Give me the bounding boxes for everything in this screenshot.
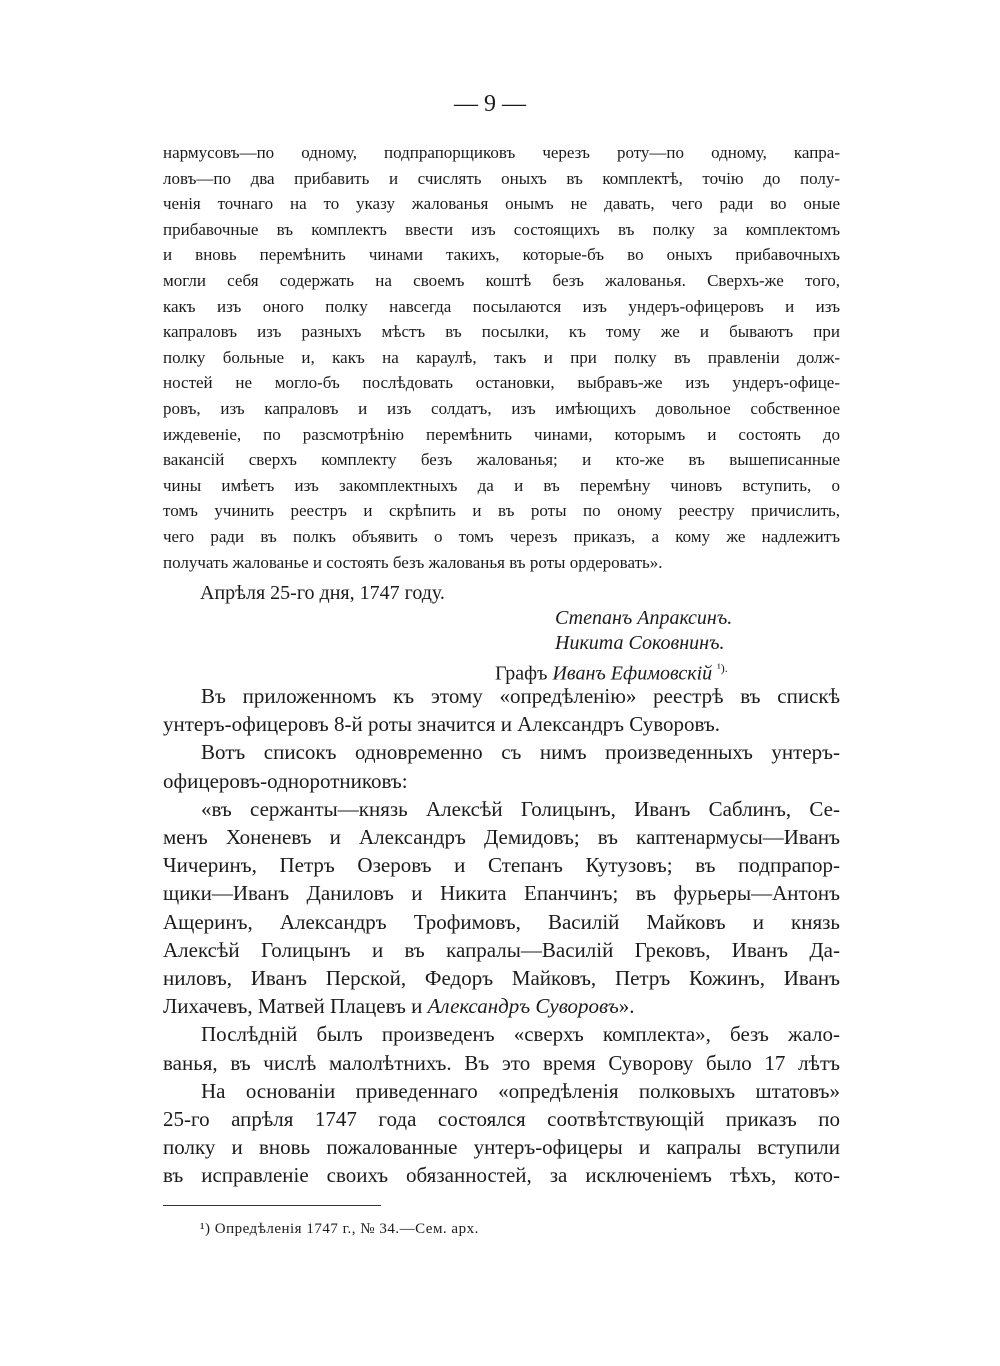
body-line: Послѣдній былъ произведенъ «сверхъ комплекта», безъ жало-: [201, 1022, 840, 1047]
footnote-ref[interactable]: ¹).: [717, 661, 728, 675]
body-line: Въ приложенномъ къ этому «опредѣленію» реестрѣ въ спискѣ: [201, 684, 840, 708]
decree-line: ровъ, изъ капраловъ и изъ солдатъ, изъ имѣющихъ довольное собственное: [163, 398, 840, 418]
signature-apraksin: Степанъ Апраксинъ.: [555, 607, 733, 629]
body-line: полку и вновь пожалованные унтеръ-офицеры и капралы вступили: [163, 1135, 840, 1160]
quote-close: ».: [618, 994, 635, 1019]
decree-line: нармусовъ—по одному, подпрапорщиковъ черезъ роту—по одному, капра-: [163, 143, 840, 162]
signature-name: Иванъ Ефимовскій: [552, 662, 713, 685]
body-line: офицеровъ-одноротниковъ:: [163, 768, 408, 793]
body-line: Алексѣй Голицынъ и въ капралы—Василій Грековъ, Иванъ Да-: [163, 937, 840, 962]
body-line: въ исправленіе своихъ обязанностей, за исключеніемъ тѣхъ, кото-: [163, 1163, 840, 1188]
decree-line: какъ изъ оного полку навсегда посылаются изъ ундеръ-офицеровъ и изъ: [163, 296, 840, 316]
body-line: щики—Иванъ Даниловъ и Никита Епанчинъ; въ фурьеры—Антонъ: [163, 881, 840, 906]
signature-sokovnin: Никита Соковнинъ.: [555, 632, 725, 654]
decree-line: прибавочные въ комплектъ ввести изъ состоящихъ въ полку за комплектомъ: [163, 219, 840, 239]
page-number: — 9 —: [454, 91, 526, 117]
decree-line: чего ради въ полкъ объявить о томъ черезъ приказъ, а кому же надлежитъ: [163, 526, 840, 546]
name-suvorov-italic: Александръ Суворовъ: [427, 994, 619, 1019]
decree-line: и вновь перемѣнить чинами такихъ, которые-бъ во оныхъ прибавочныхъ: [163, 245, 840, 265]
footnote-divider: [163, 1205, 381, 1206]
decree-line: ловъ—по два прибавить и счислять оныхъ въ комплектѣ, точію до полу-: [163, 168, 840, 188]
body-text: [163, 682, 840, 1190]
line-text: Лихачевъ, Матвей Плацевъ и: [163, 994, 428, 1019]
body-line: ниловъ, Иванъ Перской, Федоръ Майковъ, Петръ Кожинъ, Иванъ: [163, 966, 840, 991]
decree-line: получать жалованье и состоять безъ жалованья въ роты ордеровать».: [163, 552, 663, 572]
body-line: На основаніи приведеннаго «опредѣленія полковыхъ штатовъ»: [201, 1078, 840, 1103]
decree-line: ченія точнаго на то указу жалованья онымъ не давать, чего ради во оные: [163, 194, 840, 214]
decree-date: Апрѣля 25-го дня, 1747 году.: [200, 582, 445, 604]
decree-line: чины имѣетъ изъ закомплектныхъ да и въ перемѣну чиновъ вступить, о: [163, 475, 840, 495]
body-line: Чичеринъ, Петръ Озеровъ и Степанъ Кутузовъ; въ подпрапор-: [163, 853, 840, 878]
body-line: [163, 992, 840, 1020]
body-line: унтеръ-офицеровъ 8-й роты значится и Александръ Суворовъ.: [163, 712, 721, 737]
footnote: ¹) Опредѣленія 1747 г., № 34.—Сем. арх.: [200, 1221, 479, 1237]
body-line: ванья, въ числѣ малолѣтнихъ. Въ это время Суворову было 17 лѣтъ: [163, 1050, 840, 1075]
body-line: Ащеринъ, Александръ Трофимовъ, Василій Майковъ и князь: [163, 909, 840, 934]
decree-line: ностей не могло-бъ послѣдовать остановки, выбравъ-же изъ ундеръ-офице-: [163, 373, 840, 393]
decree-quote-block: [163, 140, 840, 575]
body-line: менъ Хоненевъ и Александръ Демидовъ; въ каптенармусы—Иванъ: [163, 825, 840, 850]
signature-title: Графъ: [495, 662, 548, 685]
decree-line: полку больные и, какъ на караулѣ, такъ и при полку въ правленіи долж-: [163, 347, 840, 367]
decree-line: томъ учинить реестръ и скрѣпить и въ роты по оному реестру причислить,: [163, 501, 840, 521]
decree-line: могли себя содержать на своемъ коштѣ безъ жалованья. Сверхъ-же того,: [163, 270, 840, 290]
decree-line: вакансій сверхъ комплекту безъ жалованья; и кто-же въ вышеписанные: [163, 450, 840, 470]
decree-line: иждевеніе, по разсмотрѣнію перемѣнить чинами, которымъ и состоять до: [163, 424, 840, 444]
body-line: «въ сержанты—князь Алексѣй Голицынъ, Иванъ Саблинъ, Се-: [201, 796, 840, 821]
body-line: 25-го апрѣля 1747 года состоялся соотвѣтствующій приказъ по: [163, 1107, 840, 1132]
body-line: Вотъ списокъ одновременно съ нимъ произведенныхъ унтеръ-: [201, 740, 840, 765]
decree-line: капраловъ изъ разныхъ мѣстъ въ посылки, къ тому же и бываютъ при: [163, 322, 840, 342]
